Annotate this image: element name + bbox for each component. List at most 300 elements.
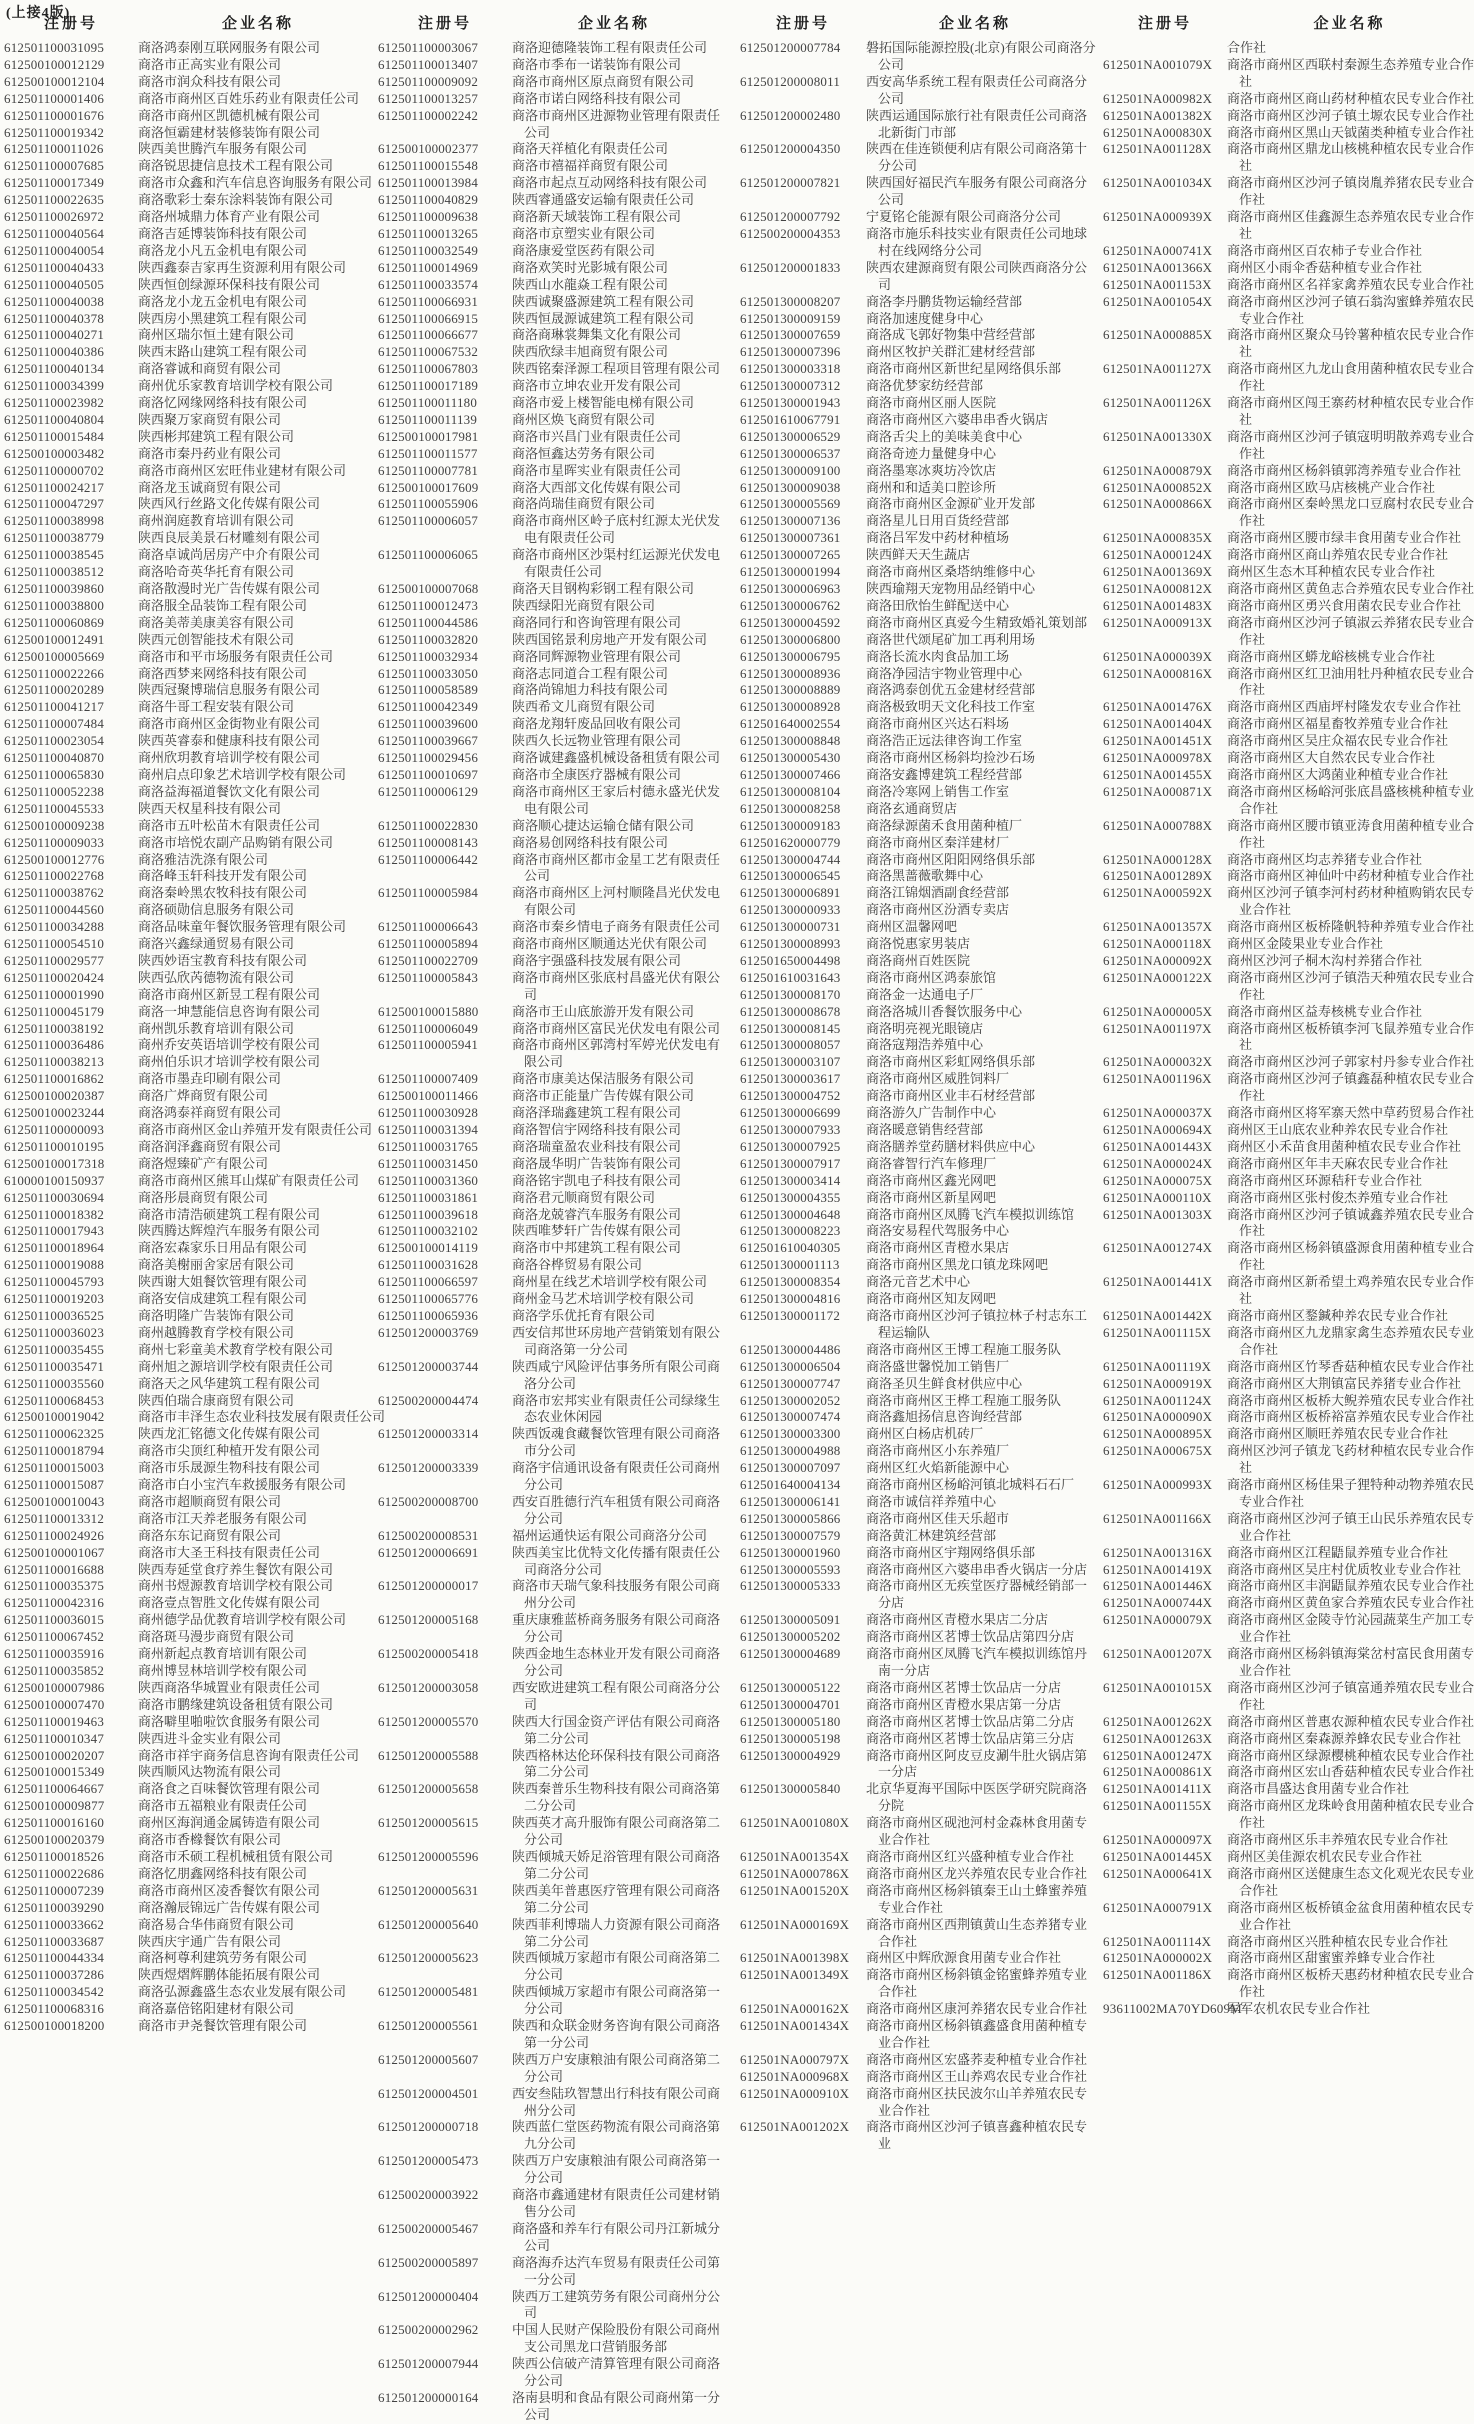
registry-row <box>740 2069 1096 2086</box>
company-name: 商洛广烨商贸有限公司 <box>138 1088 269 1104</box>
registration-number: 612501300004752 <box>740 1088 841 1104</box>
registration-number: 612501200000164 <box>378 2389 479 2405</box>
company-name: 商洛市润众科技有限公司 <box>138 73 282 89</box>
company-name: 商洛市商州区送健康生态文化观光农民专业合作社 <box>1227 1865 1474 1898</box>
registration-number: 612501NA000128X <box>1103 851 1213 867</box>
company-name: 商洛市商州区凯德机械有限公司 <box>138 107 321 123</box>
registration-number: 612501100019463 <box>4 1713 105 1729</box>
registration-number: 612501100040505 <box>4 276 105 292</box>
company-name: 商洛市商州区威胜饲料厂 <box>866 1071 1010 1087</box>
registry-row <box>1103 1714 1474 1731</box>
company-name: 商洛市商州区大荆镇富民养猪专业合作社 <box>1227 1375 1462 1391</box>
registration-number: 612501100029577 <box>4 952 105 968</box>
company-name: 商洛易创网络科技有限公司 <box>512 834 669 850</box>
registry-row <box>740 40 1096 74</box>
registry-row <box>4 294 378 311</box>
registration-number: 612501100026972 <box>4 209 105 225</box>
registry-row <box>378 750 728 767</box>
company-name: 商洛尚瑞佳商贸有限公司 <box>512 496 656 512</box>
registry-row <box>4 1815 378 1832</box>
registration-number: 612501100009033 <box>4 834 105 850</box>
registration-number: 612501300007933 <box>740 1122 841 1137</box>
company-name: 商洛暖意销售经营部 <box>866 1122 984 1137</box>
registry-row <box>4 1054 378 1071</box>
registration-number: 612501100013265 <box>378 225 479 241</box>
registration-number: 612501100005984 <box>378 885 479 901</box>
registration-number: 612501200008011 <box>740 73 841 89</box>
company-name: 商洛市兴昌门业有限责任公司 <box>512 428 682 444</box>
registry-row <box>1103 818 1474 852</box>
registry-row <box>740 970 1096 987</box>
registry-row <box>1103 852 1474 869</box>
registry-row <box>1103 1612 1474 1646</box>
company-name: 商洛优梦家纺经营部 <box>866 378 984 394</box>
registration-number: 612501100022635 <box>4 192 105 208</box>
company-name: 陕西大行国金资产评估有限公司商洛第二分公司 <box>512 1713 721 1746</box>
registration-number: 612500100010043 <box>4 1493 105 1509</box>
registry-row <box>740 1409 1096 1426</box>
registry-row <box>740 412 1096 429</box>
company-name: 商洛恒鑫达劳务有限公司 <box>512 445 656 461</box>
company-name: 商洛江锦烟酒副食经营部 <box>866 885 1010 901</box>
registration-number: 612501100018794 <box>4 1443 105 1459</box>
company-name: 陕西菲利博瑞人力资源有限公司商洛第二分公司 <box>512 1916 721 1949</box>
registry-row <box>1103 40 1474 57</box>
registration-number: 612501100045179 <box>4 1003 105 1019</box>
company-name: 商洛市商州区板桥隆帆特种养殖专业合作社 <box>1227 919 1474 935</box>
company-name: 商洛州城鼎力体育产业有限公司 <box>138 209 321 225</box>
registry-row <box>740 1376 1096 1393</box>
registry-row <box>1103 91 1474 108</box>
registry-row <box>4 74 378 91</box>
registry-row <box>740 2086 1096 2120</box>
registry-row <box>1103 784 1474 818</box>
registration-number: 612501NA000835X <box>1103 530 1213 546</box>
registry-row <box>4 141 378 158</box>
registry-row <box>1103 463 1474 480</box>
company-name: 商洛安鑫博建筑工程经营部 <box>866 766 1023 782</box>
company-name: 陕西恒创绿源环保科技有限公司 <box>138 276 321 292</box>
registry-row <box>378 953 728 970</box>
registration-number: 612501100034542 <box>4 1984 105 2000</box>
registry-row <box>4 1562 378 1579</box>
registry-row <box>1103 1426 1474 1443</box>
company-name: 商洛市商州区熊耳山煤矿有限责任公司 <box>138 1172 360 1188</box>
registration-number: 612501300001994 <box>740 564 841 580</box>
registry-row <box>378 936 728 953</box>
company-name: 陕西寿延堂食疗养生餐饮有限公司 <box>138 1561 334 1577</box>
registration-number: 612500100007068 <box>378 581 479 596</box>
registration-number: 612501200005615 <box>378 1815 479 1831</box>
company-name: 陕西煜熠辉鹏体能拓展有限公司 <box>138 1967 321 1983</box>
registry-row <box>378 1105 728 1122</box>
registry-row <box>4 1139 378 1156</box>
registry-row <box>740 1240 1096 1257</box>
registration-number: 612501100005894 <box>378 936 479 952</box>
registry-row <box>1103 277 1474 294</box>
registry-row <box>740 1054 1096 1071</box>
registration-number: 612501100030694 <box>4 1189 105 1205</box>
company-name: 商洛市培悦农副产品购销有限公司 <box>138 834 334 850</box>
registry-row <box>740 1950 1096 1967</box>
registry-row <box>740 1731 1096 1748</box>
company-name: 商洛散漫时光广告传媒有限公司 <box>138 581 321 596</box>
registry-row <box>740 1274 1096 1291</box>
registration-number: 612501300008223 <box>740 1223 841 1239</box>
registration-number: 612501100040271 <box>4 327 105 343</box>
registration-number: 612501100045533 <box>4 800 105 816</box>
registration-number: 612501NA000885X <box>1103 327 1213 343</box>
registry-row <box>378 2221 728 2255</box>
registration-number: 612501300005122 <box>740 1679 841 1695</box>
registration-number: 612501100033662 <box>4 1916 105 1932</box>
company-name: 商州区金陵果业专业合作社 <box>1227 936 1384 952</box>
registry-row <box>4 666 378 683</box>
registration-number: 612501NA001262X <box>1103 1713 1213 1729</box>
registry-row <box>378 158 728 175</box>
registration-number: 612500100012776 <box>4 851 105 867</box>
registration-number: 612501NA001476X <box>1103 699 1213 715</box>
registration-number: 612501100006643 <box>378 919 479 935</box>
company-name: 商洛东东记商贸有限公司 <box>138 1527 282 1543</box>
company-name: 商洛市和平市场服务有限责任公司 <box>138 648 334 664</box>
registry-row <box>740 581 1096 598</box>
registry-row <box>1103 1190 1474 1207</box>
registration-number: 612501200005607 <box>378 2051 479 2067</box>
company-name: 商洛志同道合工程有限公司 <box>512 665 669 681</box>
registration-number: 612501300004592 <box>740 614 841 630</box>
registration-number: 612500100018200 <box>4 2018 105 2034</box>
registration-number: 612501100003067 <box>378 40 479 55</box>
registration-number: 612501100031861 <box>378 1189 479 1205</box>
registry-row <box>740 327 1096 344</box>
company-name: 商洛鸿泰创优五金建材经营部 <box>866 682 1036 698</box>
registry-row <box>740 1139 1096 1156</box>
registry-row <box>1103 666 1474 700</box>
company-name: 商洛市商州区沙河子镇浩天种殖农民专业合作社 <box>1227 969 1474 1002</box>
company-name: 商洛市商州区杨斜镇盛源食用菌种植专业合作社 <box>1227 1240 1474 1273</box>
registration-number: 612501100030928 <box>378 1105 479 1121</box>
registration-number: 612501NA000039X <box>1103 648 1213 664</box>
registration-number: 612501640002554 <box>740 716 841 732</box>
registry-row <box>740 361 1096 378</box>
registration-number: 612501300008354 <box>740 1274 841 1290</box>
company-name: 商洛市商州区吴庄村优质牧业专业合作社 <box>1227 1561 1462 1577</box>
registry-row <box>740 1190 1096 1207</box>
registration-number: 612501300006504 <box>740 1358 841 1374</box>
registry-row <box>4 1697 378 1714</box>
registry-row <box>1103 395 1474 429</box>
registration-number: 612501100005941 <box>378 1037 479 1053</box>
registry-row <box>1103 1156 1474 1173</box>
registration-number: 612501NA000791X <box>1103 1899 1213 1915</box>
registration-number: 612501NA001015X <box>1103 1679 1213 1695</box>
registry-row <box>740 936 1096 953</box>
registry-row <box>4 496 378 513</box>
registry-row <box>1103 1207 1474 1241</box>
registration-number: 612501200005473 <box>378 2153 479 2169</box>
registration-number: 612501300007659 <box>740 327 841 343</box>
company-name: 陕西末路山建筑工程有限公司 <box>138 344 308 360</box>
registration-number: 612500200005897 <box>378 2254 479 2270</box>
registry-row <box>740 1866 1096 1883</box>
registration-number: 612501100068453 <box>4 1392 105 1408</box>
company-name: 商洛兴鑫绿通贸易有限公司 <box>138 936 295 952</box>
registry-row <box>4 57 378 74</box>
registry-row <box>1103 260 1474 277</box>
registry-row <box>740 987 1096 1004</box>
company-name: 商洛市商州区青橙水果店第一分店 <box>866 1696 1062 1712</box>
registry-row <box>4 260 378 277</box>
registration-number: 612501200000017 <box>378 1578 479 1594</box>
registration-number: 612501100010195 <box>4 1138 105 1154</box>
company-name: 商洛睿诚和商贸有限公司 <box>138 361 282 377</box>
registry-row <box>4 1004 378 1021</box>
registry-row <box>1103 936 1474 953</box>
company-name: 商洛市商州区进源物业管理有限责任公司 <box>512 107 721 140</box>
company-name: 商洛忆网缘网络科技有限公司 <box>138 395 308 411</box>
registration-number: 612500200005467 <box>378 2220 479 2236</box>
registration-number: 612501650004498 <box>740 952 841 968</box>
registry-row <box>1103 1731 1474 1748</box>
registry-row <box>1103 615 1474 649</box>
registry-row <box>378 2255 728 2289</box>
company-name: 合作社 <box>1227 40 1267 55</box>
registry-row <box>378 1714 728 1748</box>
registration-number: 612501100035852 <box>4 1663 105 1678</box>
registry-row <box>4 1122 378 1139</box>
registry-row <box>4 1021 378 1038</box>
registration-number: 612501100017189 <box>378 378 479 394</box>
registration-number: 612501100014969 <box>378 259 479 275</box>
company-name: 商洛宇信通讯设备有限责任公司商州分公司 <box>512 1460 721 1493</box>
company-name: 商洛市商州区新星网吧 <box>866 1189 997 1205</box>
registration-number: 612501200007821 <box>740 175 841 191</box>
registration-number: 612501300001172 <box>740 1307 841 1323</box>
registration-number: 612501200005640 <box>378 1916 479 1932</box>
company-name: 商洛市商州区杨斜镇秦王山土蜂蜜养殖专业合作社 <box>866 1882 1088 1915</box>
company-name: 商洛恒霸建材装修装饰有限公司 <box>138 124 321 140</box>
company-name: 陕西倾城天娇足浴管理有限公司商洛第二分公司 <box>512 1848 721 1881</box>
registry-row <box>378 277 728 294</box>
company-name: 商洛市商州区名祥家禽养殖农民专业合作社 <box>1227 276 1474 292</box>
company-name: 商洛市丰泽生态农业科技发展有限责任公司 <box>138 1409 386 1425</box>
company-name: 商洛市商州区黄鱼家合养殖农民专业合作社 <box>1227 1595 1474 1611</box>
registry-row <box>740 699 1096 716</box>
registry-row <box>1103 1122 1474 1139</box>
company-name: 商洛市商州区青橙水果店二分店 <box>866 1612 1049 1628</box>
registry-row <box>740 480 1096 497</box>
registration-number: 612501200002480 <box>740 107 841 123</box>
company-name: 商洛市商州区鼎龙山核桃种植农民专业合作社 <box>1227 141 1474 174</box>
company-name: 陕西进斗金实业有限公司 <box>138 1730 282 1746</box>
registration-number: 612501100016688 <box>4 1561 105 1577</box>
registry-row <box>378 1274 728 1291</box>
company-name: 商洛市商州区王家后村德永盛光伏发电有限公司 <box>512 783 721 816</box>
registry-row <box>1103 1900 1474 1934</box>
registry-row <box>1103 1139 1474 1156</box>
company-name: 商洛鸿泰刚互联网服务有限公司 <box>138 40 321 55</box>
registration-number: 612501NA001445X <box>1103 1848 1213 1864</box>
registration-number: 612501NA001166X <box>1103 1510 1212 1526</box>
registry-row <box>378 192 728 209</box>
registration-number: 612500100007986 <box>4 1679 105 1695</box>
company-name: 商洛市商州区年丰天麻农民专业合作社 <box>1227 1155 1449 1171</box>
registry-row <box>378 311 728 328</box>
company-name: 商洛市商州区杨峪河张底昌盛核桃种植专业合作社 <box>1227 783 1474 816</box>
registration-number: 612501100042316 <box>4 1595 105 1611</box>
registration-number: 612501100018526 <box>4 1848 105 1864</box>
registry-row <box>1103 1173 1474 1190</box>
company-name: 商洛市商州区丰润鼯鼠养殖农民专业合作社 <box>1227 1578 1474 1594</box>
company-name: 商洛市商州区富民光伏发电有限公司 <box>512 1020 721 1036</box>
registration-number: 612501100067532 <box>378 344 479 360</box>
registry-row <box>378 852 728 886</box>
registry-row <box>4 91 378 108</box>
registration-number: 612501NA000118X <box>1103 936 1212 952</box>
registration-number: 612501300005866 <box>740 1510 841 1526</box>
company-name: 商洛李丹鹏货物运输经营部 <box>866 293 1023 309</box>
registry-row <box>4 40 378 57</box>
registration-number: 612501100005843 <box>378 969 479 985</box>
company-name: 商州和和适美口腔诊所 <box>866 479 997 495</box>
registry-row <box>4 1764 378 1781</box>
registration-number: 612501NA000993X <box>1103 1477 1213 1493</box>
registration-number: 612501100034399 <box>4 378 105 394</box>
registry-row <box>1103 1967 1474 2001</box>
registration-number: 612501300005198 <box>740 1730 841 1746</box>
registration-number: 612501100037286 <box>4 1967 105 1983</box>
company-name: 商洛柯尊利建筑劳务有限公司 <box>138 1950 308 1966</box>
registration-number: 612500100015349 <box>4 1764 105 1780</box>
registry-row <box>4 767 378 784</box>
company-name: 陕西谢大姐餐饮管理有限公司 <box>138 1274 308 1290</box>
registry-row <box>4 1223 378 1240</box>
company-name: 商洛市商州区龙兴养殖农民专业合作社 <box>866 1865 1088 1881</box>
company-name: 商州区小雨伞香菇种植专业合作社 <box>1227 259 1423 275</box>
registration-number: 612501300005180 <box>740 1713 841 1729</box>
column-header <box>378 12 728 33</box>
registration-number: 612501100040804 <box>4 411 105 427</box>
company-name: 商洛市商州区大自然农民专业合作社 <box>1227 750 1436 766</box>
registration-number: 612501300008928 <box>740 699 841 715</box>
registry-row <box>740 1257 1096 1274</box>
registration-number: 612501100045793 <box>4 1274 105 1290</box>
registration-number: 612501NA001349X <box>740 1967 850 1983</box>
registry-row <box>378 1190 728 1207</box>
company-name: 商州区美佳源农机农民专业合作社 <box>1227 1848 1423 1864</box>
registration-number: 612501300004648 <box>740 1206 841 1222</box>
company-name: 商洛盛和养车行有限公司丹江新城分公司 <box>512 2220 721 2253</box>
registry-row <box>1103 108 1474 125</box>
company-name: 中国人民财产保险股份有限公司商州支公司黑龙口营销服务部 <box>512 2322 721 2355</box>
company-name: 商洛市商州区杨斜镇金铭蜜蜂养殖专业合作社 <box>866 1967 1088 2000</box>
registration-number: 612501NA001079X <box>1103 56 1213 72</box>
registration-number: 612501300006963 <box>740 581 841 596</box>
registration-number: 612500100003482 <box>4 445 105 461</box>
company-name: 商洛市商州区西联村秦源生态养殖专业合作社 <box>1227 56 1474 89</box>
company-name: 商洛市商州区沙河子镇富通养殖农民专业合作社 <box>1227 1679 1474 1712</box>
company-name: 商洛大西部文化传媒有限公司 <box>512 479 682 495</box>
company-name: 商洛市商州区黄鱼志合养殖农民专业合作社 <box>1227 581 1474 596</box>
company-name: 商洛市商州区阿皮豆皮涮牛肚火锅店第一分店 <box>866 1747 1088 1780</box>
company-name: 商洛市商州区欧马店核桃产业合作社 <box>1227 479 1436 495</box>
registry-row <box>378 1494 728 1528</box>
registry-row <box>378 581 728 598</box>
registration-number: 612501100011139 <box>378 411 478 427</box>
registry-row <box>1103 57 1474 91</box>
registry-row <box>740 108 1096 142</box>
company-name: 商洛市商州区均志养猪专业合作社 <box>1227 851 1423 867</box>
company-name: 商洛市白小宝汽车救援服务有限公司 <box>138 1477 347 1493</box>
company-name: 商洛哈奇英华托育有限公司 <box>138 564 295 580</box>
registry-row <box>4 446 378 463</box>
registration-number: 612501NA000110X <box>1103 1189 1212 1205</box>
registration-number: 93611002MA70YD609M <box>1103 2001 1242 2017</box>
registration-number: 612501300004744 <box>740 851 841 867</box>
registration-number: 612501NA001247X <box>1103 1747 1213 1763</box>
registration-number: 612501300001943 <box>740 395 841 411</box>
company-name: 商州润庭教育培训有限公司 <box>138 513 295 529</box>
company-name: 商洛市商州区张底村昌盛光伏有限公司 <box>512 969 721 1002</box>
registration-number: 612501NA000005X <box>1103 1003 1213 1019</box>
registry-row <box>4 412 378 429</box>
company-name: 商洛绿源菌禾食用菌种植厂 <box>866 817 1023 833</box>
company-name: 商洛食之百味餐饮管理有限公司 <box>138 1781 321 1797</box>
registration-number: 612501200003314 <box>378 1426 479 1442</box>
registration-number: 612501100019342 <box>4 124 105 140</box>
registration-number: 612501NA001483X <box>1103 597 1213 613</box>
company-name: 商洛秦岭黑农牧科技有限公司 <box>138 885 308 901</box>
registry-row <box>378 1037 728 1071</box>
company-name: 陕西鑫泰吉家再生资源利用有限公司 <box>138 259 347 275</box>
registry-row <box>740 666 1096 683</box>
company-name: 商洛市商州区王桦工程施工服务队 <box>866 1392 1062 1408</box>
company-name-header: 企业名称 <box>577 16 650 32</box>
company-name: 商洛顺心捷达运输仓储有限公司 <box>512 817 695 833</box>
registry-row <box>4 1393 378 1410</box>
registration-number: 612501NA000092X <box>1103 952 1213 968</box>
registration-number: 612501300004988 <box>740 1443 841 1459</box>
registry-row <box>1103 885 1474 919</box>
registration-number: 612501100006057 <box>378 513 479 529</box>
registration-number: 612501100022686 <box>4 1865 105 1881</box>
company-name: 商洛一坤慧能信息咨询有限公司 <box>138 1003 321 1019</box>
registry-row <box>4 1578 378 1595</box>
registration-number: 612501100065776 <box>378 1291 479 1307</box>
company-name: 商洛忆朋鑫网络科技有限公司 <box>138 1865 308 1881</box>
registry-row <box>1103 1274 1474 1308</box>
company-name: 商洛迎德隆装饰工程有限责任公司 <box>512 40 708 55</box>
registry-row <box>4 1781 378 1798</box>
registry-row <box>740 1037 1096 1054</box>
company-name: 商州区沙河子镇李河村药材种植购销农民专业合作社 <box>1227 885 1474 918</box>
registry-row <box>1103 1781 1474 1798</box>
registration-number: 612501300008145 <box>740 1020 841 1036</box>
company-name: 商洛市正能量广告传媒有限公司 <box>512 1088 695 1104</box>
registry-row <box>4 682 378 699</box>
company-name: 商洛君元顺商贸有限公司 <box>512 1189 656 1205</box>
registration-number: 612501100024926 <box>4 1527 105 1543</box>
registration-number: 612501100060869 <box>4 614 105 630</box>
registry-row <box>4 716 378 733</box>
registry-row <box>378 919 728 936</box>
registration-number: 612501NA000641X <box>1103 1865 1213 1881</box>
registration-number: 612501NA001207X <box>1103 1646 1213 1662</box>
registry-row <box>1103 361 1474 395</box>
registry-row <box>740 868 1096 885</box>
registration-number: 612501NA001153X <box>1103 276 1212 292</box>
